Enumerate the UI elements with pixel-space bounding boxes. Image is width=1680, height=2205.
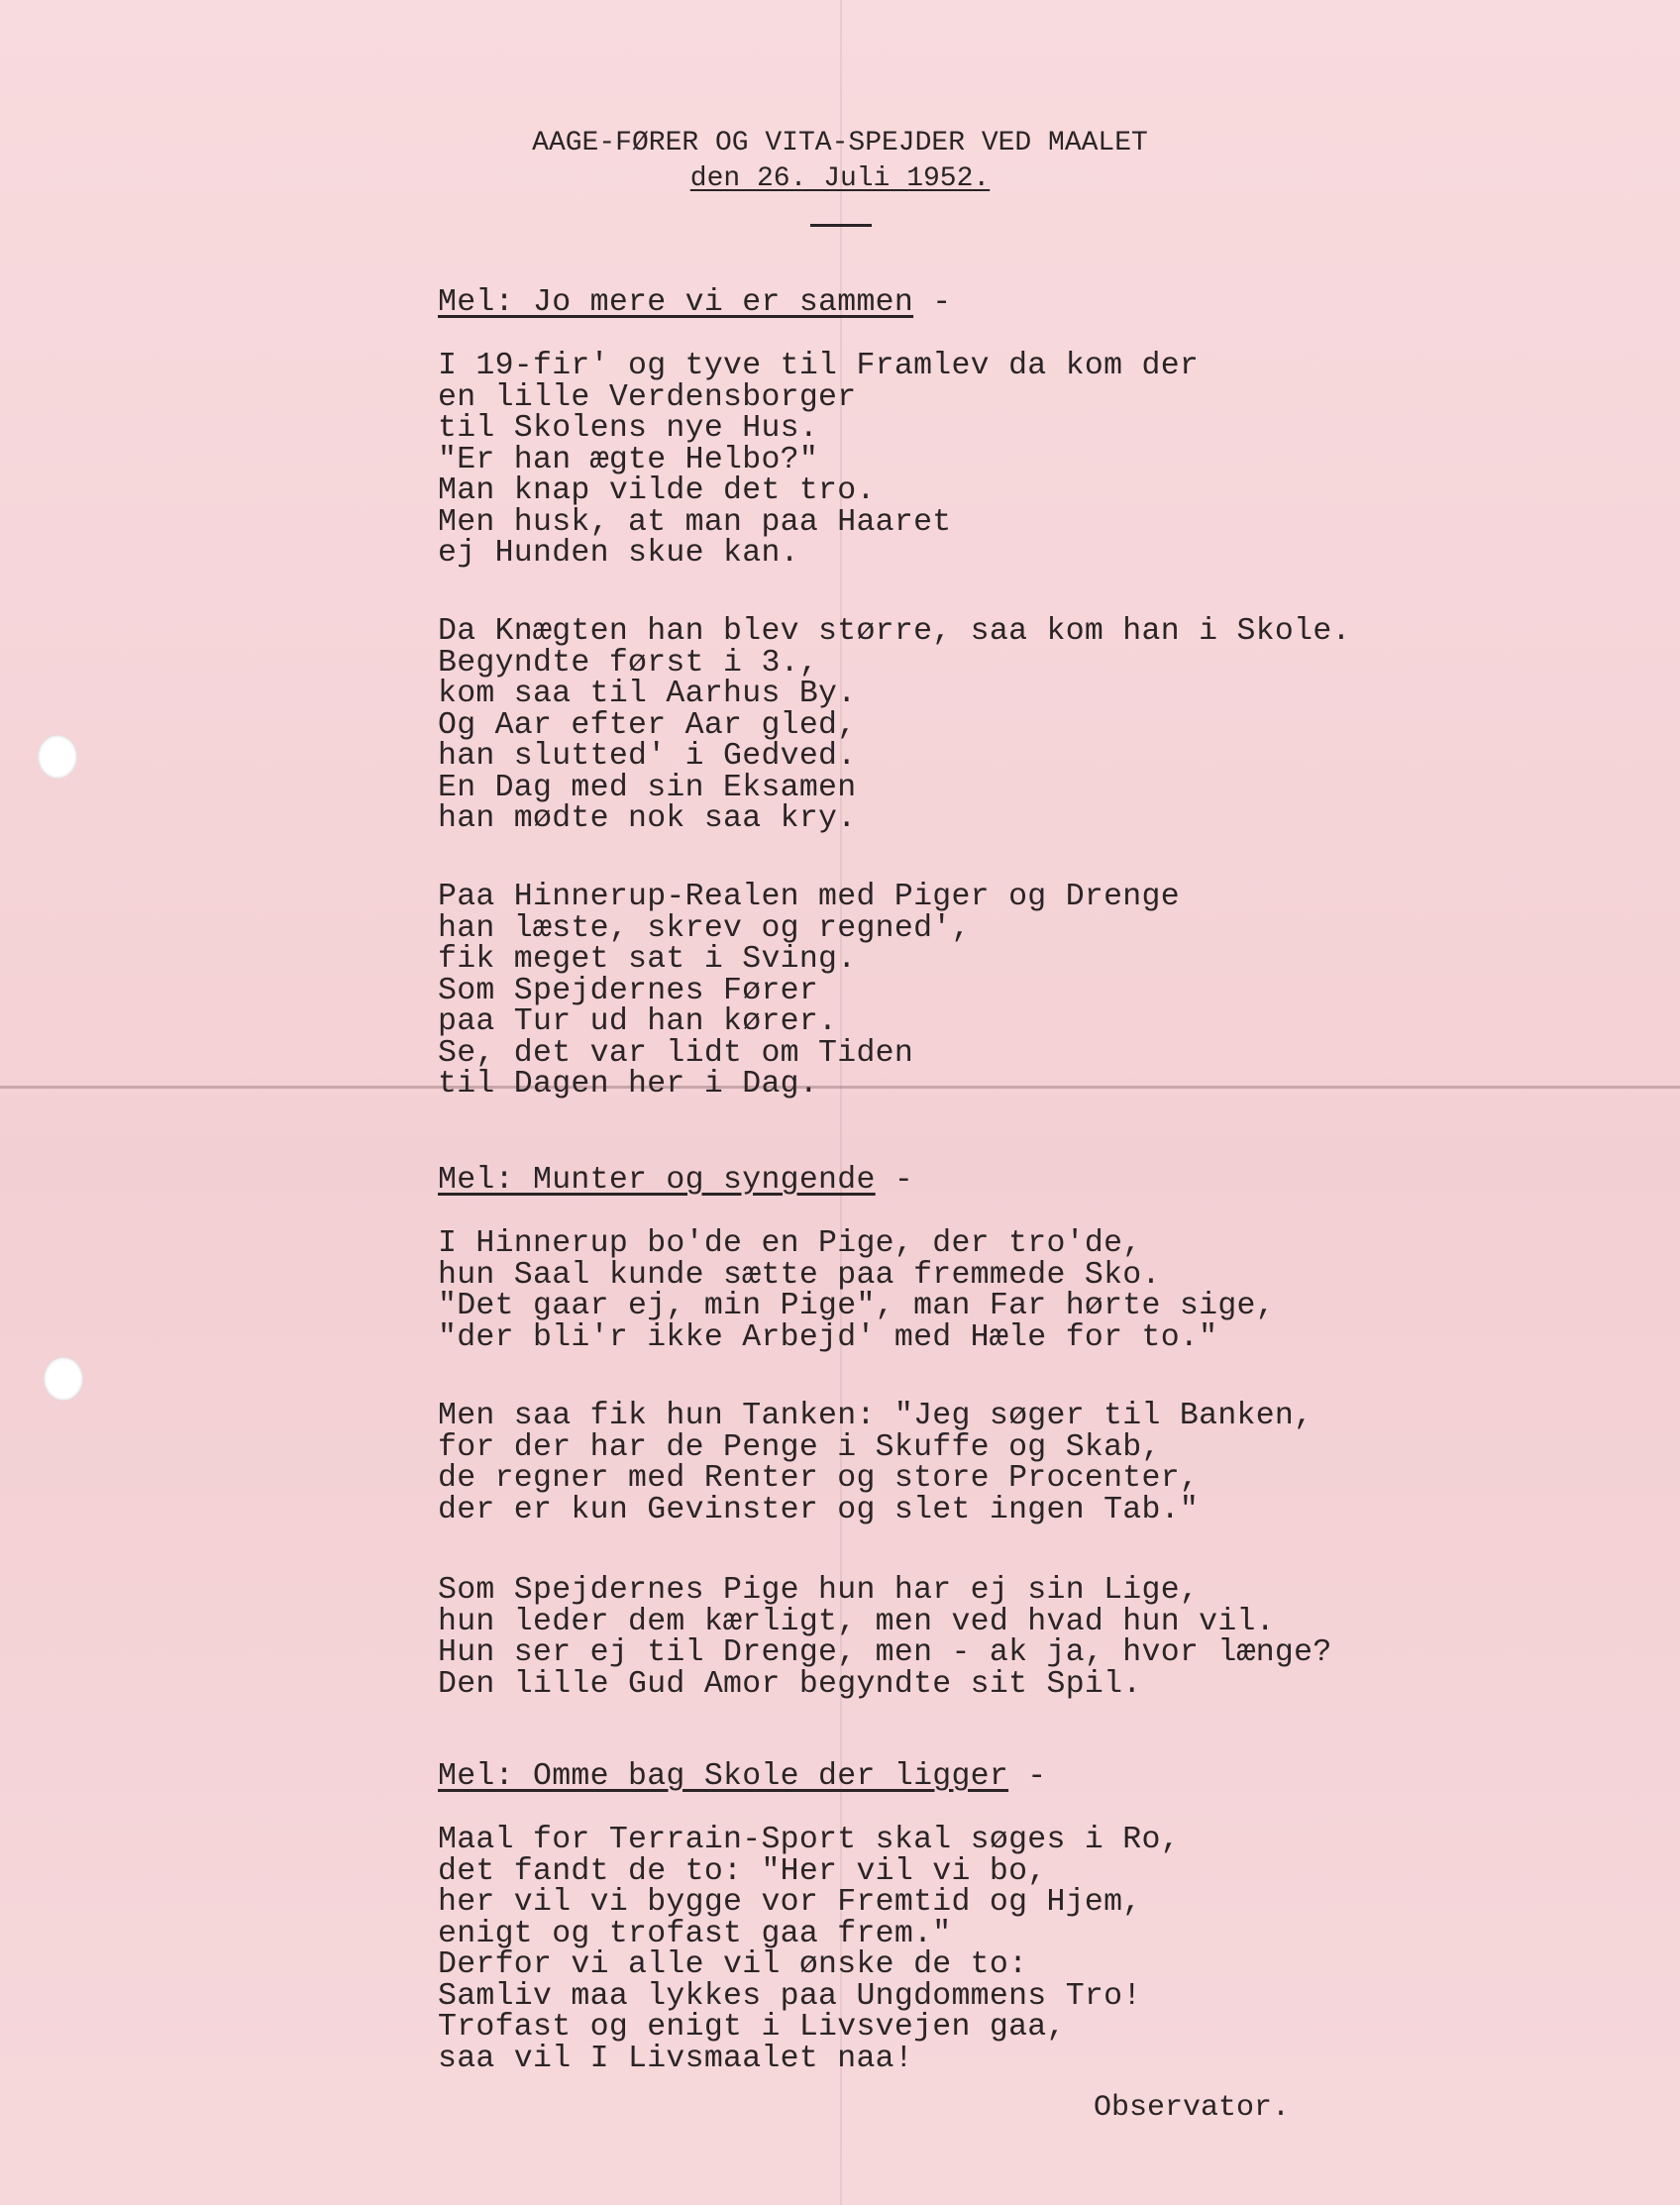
punch-hole-bottom [44,1357,83,1401]
punch-hole-top [38,735,77,779]
song-2-melody: Mel: Munter og syngende - [438,1163,914,1198]
song-1-stanza-3: Paa Hinnerup-Realen med Piger og Drenge han læste, skrev og regned', fik meget sat i Sving. Som Spejdernes Fører paa Tur ud han kører. Se, det var lidt om Tiden til Dagen her i Dag. [438,880,1180,1102]
song-1-melody: Mel: Jo mere vi er sammen - [438,285,952,320]
song-2-stanza-2: Men saa fik hun Tanken: "Jeg søger til Banken, for der har de Penge i Skuffe og Skab, de regner med Renter og store Procenter, der er kun Gevinster og slet ingen Tab." [438,1399,1313,1527]
song-2-stanza-1: I Hinnerup bo'de en Pige, der tro'de, hun Saal kunde sætte paa fremmede Sko. "Det gaar ej, min Pige", man Far hørte sige, "der bli'r ikke Arbejd' med Hæle for to." [438,1226,1275,1355]
song-2-stanza-3: Som Spejdernes Pige hun har ej sin Lige, hun leder dem kærligt, men ved hvad hun vil. Hun ser ej til Drenge, men - ak ja, hvor længe? Den lille Gud Amor begyndte sit Spil. [438,1573,1332,1702]
song-1-stanza-1: I 19-fir' og tyve til Framlev da kom der en lille Verdensborger til Skolens nye Hus. "Er han ægte Helbo?" Man knap vilde det tro. Men husk, at man paa Haaret ej Hunden skue kan. [438,349,1200,571]
song-1-stanza-2: Da Knægten han blev større, saa kom han i Skole. Begyndte først i 3., kom saa til Aarhus By. Og Aar efter Aar gled, han slutted' i Gedved. En Dag med sin Eksamen han mødte nok saa kry. [438,614,1351,836]
title-divider [810,224,872,227]
song-3-stanza-1: Maal for Terrain-Sport skal søges i Ro, det fandt de to: "Her vil vi bo, her vil vi bygge vor Fremtid og Hjem, enigt og trofast gaa frem." Derfor vi alle vil ønske de to: Samliv maa lykkes paa Ungdommens Tro! Trofast og enigt i Livsvejen gaa, saa vil I Livsmaalet naa! [438,1823,1180,2076]
signature: Observator. [1094,2091,1291,2125]
song-3-melody: Mel: Omme bag Skole der ligger - [438,1759,1047,1794]
title-line-2: den 26. Juli 1952. [689,163,991,194]
title-line-1: AAGE-FØRER OG VITA-SPEJDER VED MAALET [532,128,1148,158]
